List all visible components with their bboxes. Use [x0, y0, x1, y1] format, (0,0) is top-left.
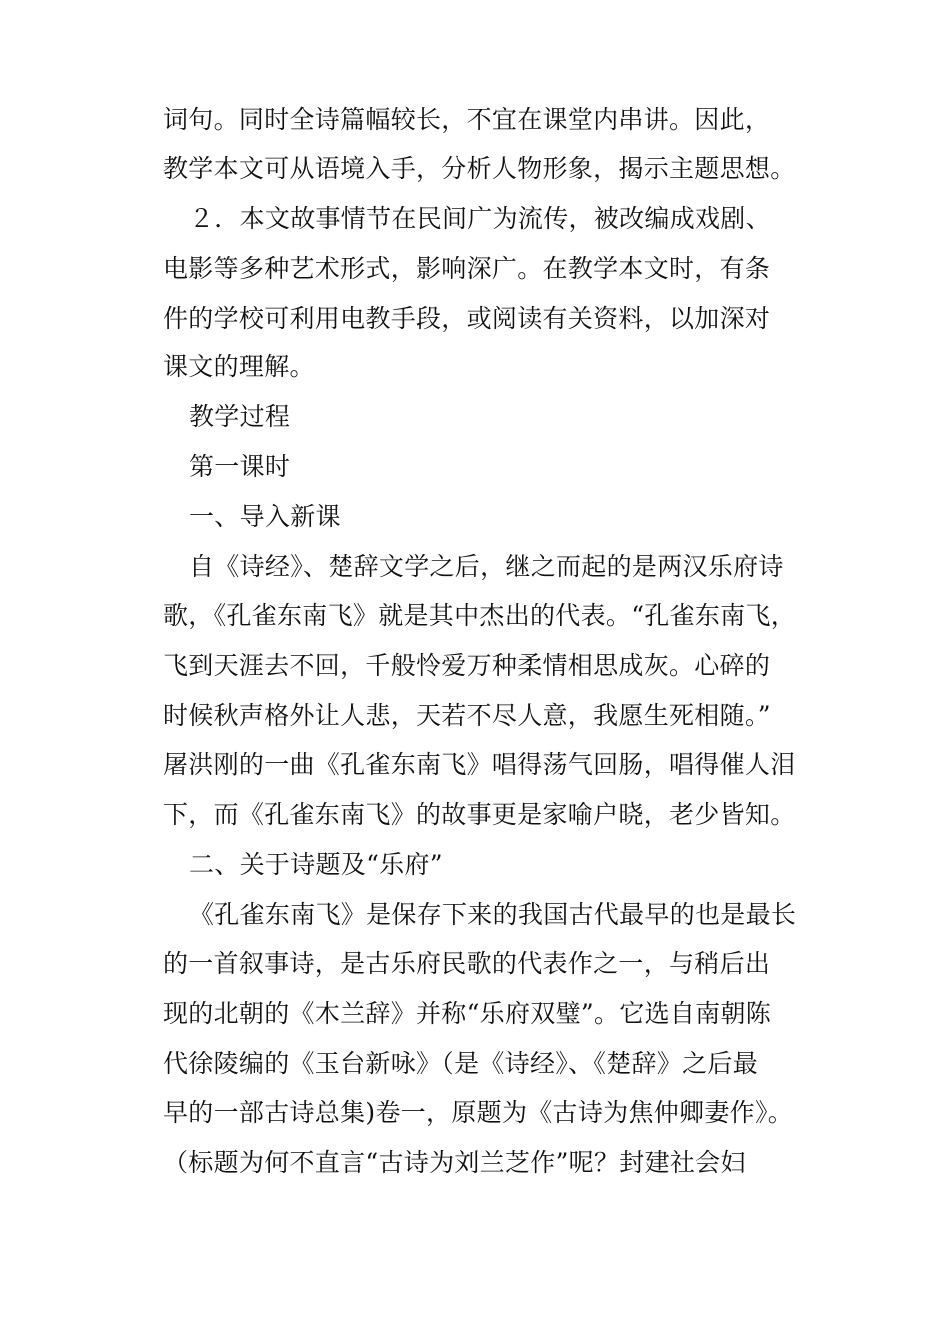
text-line: 的一首叙事诗，是古乐府民歌的代表作之一，与稍后出 — [163, 949, 771, 978]
text-line: 词句。同时全诗篇幅较长，不宜在课堂内串讲。因此， — [163, 105, 771, 134]
section-heading: 二、关于诗题及“乐府” — [189, 850, 443, 879]
text-line: （标题为何不直言“古诗为刘兰芝作”呢？封建社会妇 — [163, 1148, 746, 1177]
text-line: 《孔雀东南飞》是保存下来的我国古代最早的也是最长 — [189, 900, 797, 929]
section-heading: 一、导入新课 — [189, 502, 341, 531]
text-line: 代徐陵编的《玉台新咏》（是《诗经》、《楚辞》之后最 — [163, 1049, 759, 1078]
text-line: 自《诗经》、楚辞文学之后，继之而起的是两汉乐府诗 — [189, 552, 784, 581]
section-heading: 第一课时 — [189, 452, 291, 481]
text-line: 课文的理解。 — [163, 352, 315, 381]
text-line: 飞到天涯去不回，千般怜爱万种柔情相思成灰。心碎的 — [163, 651, 771, 680]
section-heading: 教学过程 — [189, 402, 291, 431]
text-line: 电影等多种艺术形式，影响深广。在教学本文时，有条 — [163, 254, 771, 283]
text-line: ２．本文故事情节在民间广为流传，被改编成戏剧、 — [189, 204, 771, 233]
text-line: 时候秋声格外让人悲，天若不尽人意，我愿生死相随。” — [163, 701, 771, 730]
text-line: 现的北朝的《木兰辞》并称“乐府双璧”。它选自南朝陈 — [163, 999, 772, 1028]
text-line: 屠洪刚的一曲《孔雀东南飞》唱得荡气回肠，唱得催人泪 — [163, 750, 796, 779]
text-line: 早的一部古诗总集)卷一，原题为《古诗为焦仲卿妻作》。 — [163, 1098, 794, 1127]
text-line: 歌，《孔雀东南飞》就是其中杰出的代表。“孔雀东南飞， — [163, 601, 797, 630]
text-line: 教学本文可从语境入手，分析人物形象，揭示主题思想。 — [163, 154, 796, 183]
text-line: 下，而《孔雀东南飞》的故事更是家喻户晓，老少皆知。 — [163, 800, 796, 829]
text-line: 件的学校可利用电教手段，或阅读有关资料，以加深对 — [163, 304, 771, 333]
